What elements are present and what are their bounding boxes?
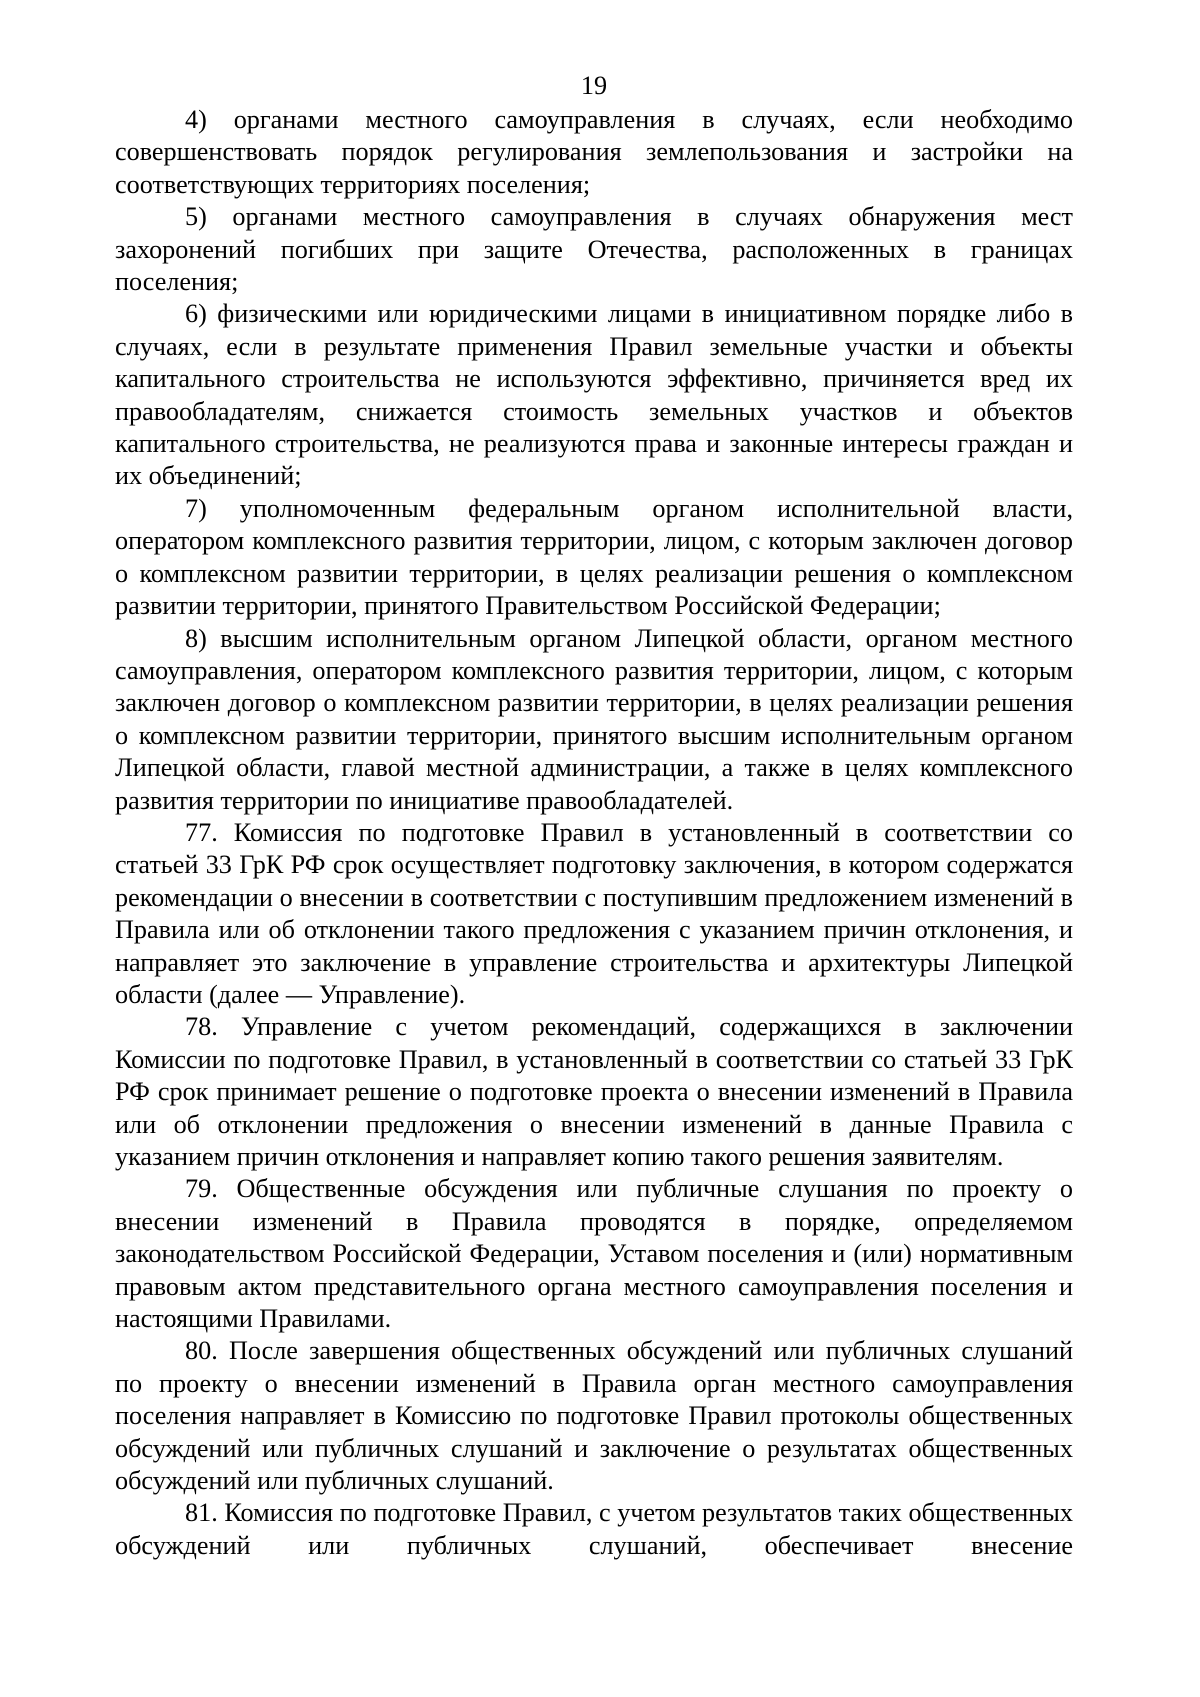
paragraph-81: 81. Комиссия по подготовке Правил, с учетом результатов таких общественных обсуждений или публичных слушаний, обеспечивает внесение: [115, 1498, 1073, 1560]
paragraph-item-7: 7) уполномоченным федеральным органом исполнительной власти, оператором комплексного развития территории, лицом, с которым заключен договор о комплексном развитии территории, в целях реализации решения о комплексном развитии территории, принятого Правительством Российской Федерации;: [115, 493, 1073, 621]
page-number: 19: [580, 71, 608, 100]
paragraph-80: 80. После завершения общественных обсуждений или публичных слушаний по проекту о внесении изменений в Правила орган местного самоуправления поселения направляет в Комиссию по подготовке Правил протоколы общественных обсуждений или публичных слушаний и заключение о результатах общественных обсуждений или публичных слушаний.: [115, 1336, 1073, 1496]
paragraph-79: 79. Общественные обсуждения или публичные слушания по проекту о внесении изменений в Правила проводятся в порядке, определяемом законодательством Российской Федерации, Уставом поселения и (или) нормативным правовым актом представительного органа местного самоуправления поселения и настоящими Правилами.: [115, 1174, 1073, 1334]
paragraph-78: 78. Управление с учетом рекомендаций, содержащихся в заключении Комиссии по подготовке Правил, в установленный в соответствии со статьей 33 ГрК РФ срок принимает решение о подготовке проекта о внесении изменений в Правила или об отклонении предложения о внесении изменений в данные Правила с указанием причин отклонения и направляет копию такого решения заявителям.: [115, 1012, 1073, 1171]
paragraph-item-6: 6) физическими или юридическими лицами в инициативном порядке либо в случаях, если в результате применения Правил земельные участки и объекты капитального строительства не используются эффективно, причиняется вред их правообладателям, снижается стоимость земельных участков и объектов капитального строительства, не реализуются права и законные интересы граждан и их объединений;: [115, 299, 1073, 491]
paragraph-item-5: 5) органами местного самоуправления в случаях обнаружения мест захоронений погибших при защите Отечества, расположенных в границах поселения;: [115, 202, 1073, 297]
paragraph-item-4: 4) органами местного самоуправления в случаях, если необходимо совершенствовать порядок регулирования землепользования и застройки на соответствующих территориях поселения;: [115, 105, 1073, 199]
paragraph-item-8: 8) высшим исполнительным органом Липецкой области, органом местного самоуправления, оператором комплексного развития территории, лицом, с которым заключен договор о комплексном развитии территории, в целях реализации решения о комплексном развитии территории, принятого высшим исполнительным органом Липецкой области, главой местной администрации, а также в целях комплексного развития территории по инициативе правообладателей.: [115, 623, 1073, 815]
paragraph-77: 77. Комиссия по подготовке Правил в установленный в соответствии со статьей 33 ГрК РФ срок осуществляет подготовку заключения, в котором содержатся рекомендации о внесении в соответствии с поступившим предложением изменений в Правила или об отклонении такого предложения с указанием причин отклонения, и направляет это заключение в управление строительства и архитектуры Липецкой области (далее — Управление).: [115, 817, 1073, 1009]
document-page: [115, 70, 1073, 1562]
